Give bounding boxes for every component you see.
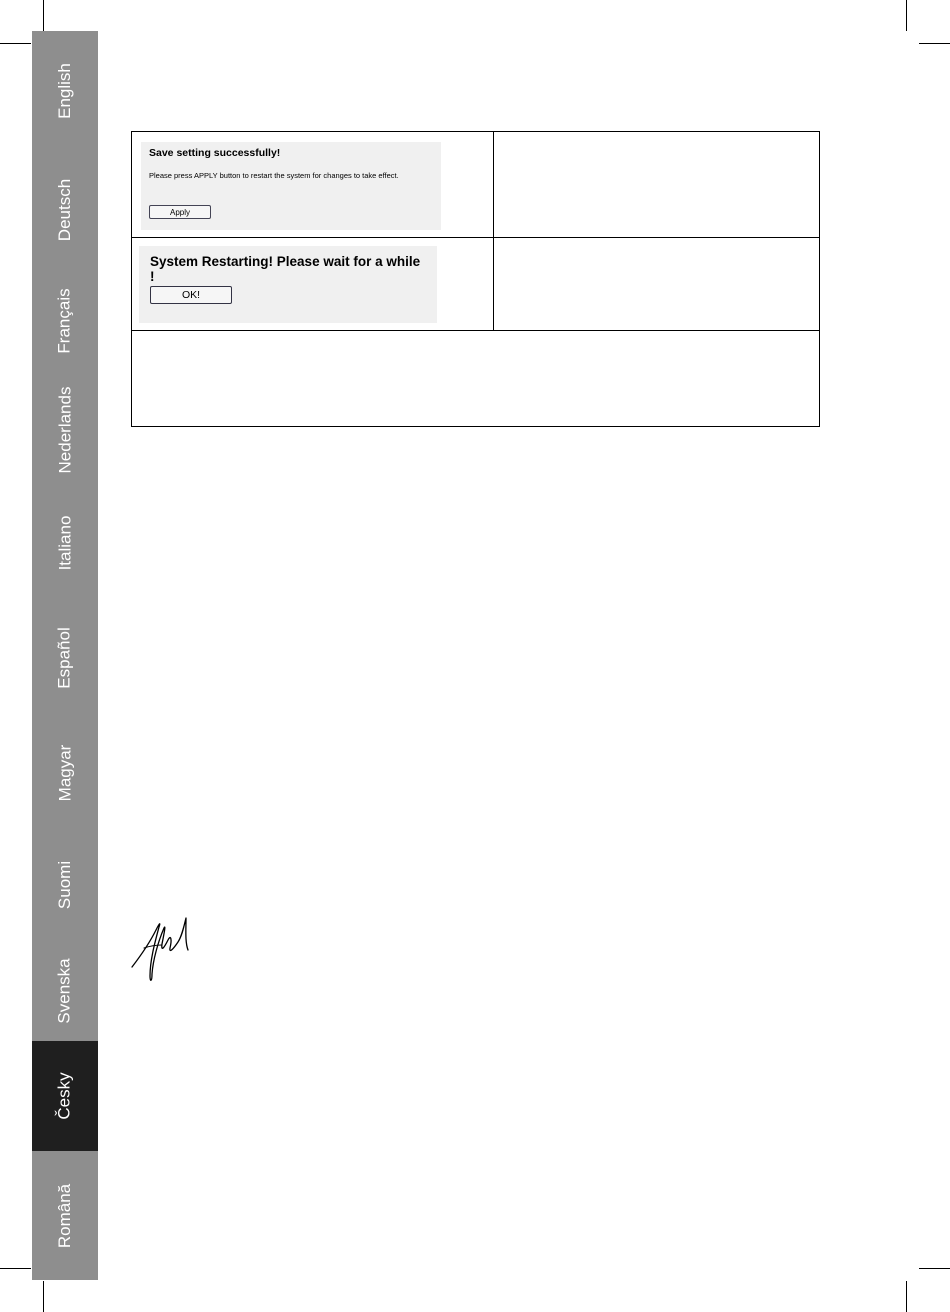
handwritten-signature-icon [128,912,198,987]
table-cell-screenshot-save [132,132,493,237]
ok-button[interactable]: OK! [150,286,232,304]
table-cell-description [494,132,820,237]
restart-dialog [139,246,437,323]
dialog-message: Please press APPLY button to restart the system for changes to take effect. [149,171,399,180]
crop-mark [906,0,907,31]
crop-mark [919,1268,950,1269]
table-cell-screenshot-restart [132,238,493,330]
lang-tab-label: Nederlands [55,386,75,474]
table-cell-note [132,331,820,427]
dialog-title: Save setting successfully! [149,147,281,159]
language-tabs [32,31,98,1280]
save-success-dialog [141,142,441,230]
lang-tab-magyar[interactable] [32,716,98,829]
lang-tab-cesky[interactable] [32,1041,98,1151]
lang-tab-label: Français [55,287,74,354]
lang-tab-label: Svenska [54,958,74,1024]
crop-mark [0,1268,31,1269]
lang-tab-romana[interactable] [32,1151,98,1280]
lang-tab-svenska[interactable] [32,941,98,1041]
lang-tab-espanol[interactable] [32,599,98,716]
lang-tab-label: Suomi [55,860,74,910]
lang-tab-italiano[interactable] [32,487,98,599]
lang-tab-nederlands[interactable] [32,373,98,487]
crop-mark [43,1281,44,1312]
lang-tab-label: Deutsch [55,178,74,241]
lang-tab-label: Italiano [54,515,74,571]
lang-tab-label: Español [55,626,74,689]
table-cell-description [494,238,820,330]
lang-tab-english[interactable] [32,31,98,151]
lang-tab-suomi[interactable] [32,829,98,941]
instruction-table [131,131,820,427]
lang-tab-label: English [54,63,74,119]
lang-tab-deutsch[interactable] [32,151,98,268]
crop-mark [43,0,44,31]
crop-mark [0,43,31,44]
crop-mark [919,43,950,44]
dialog-title: System Restarting! Please wait for a while ! [150,254,421,284]
lang-tab-label: Magyar [55,744,74,801]
lang-tab-label: Česky [54,1072,74,1120]
apply-button[interactable]: Apply [149,205,211,219]
crop-mark [906,1281,907,1312]
lang-tab-francais[interactable] [32,268,98,373]
lang-tab-label: Română [54,1183,74,1248]
